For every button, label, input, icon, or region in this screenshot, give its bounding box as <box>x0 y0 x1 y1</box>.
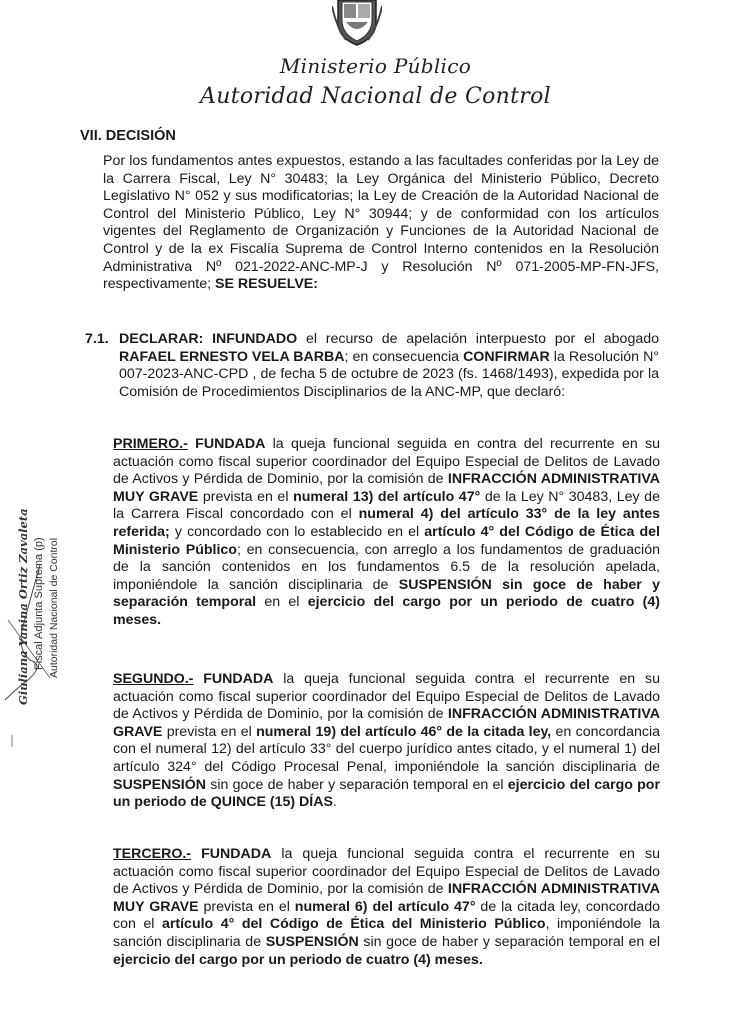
declarar-label: DECLARAR: INFUNDADO <box>119 331 298 347</box>
sanction-period: ejercicio del cargo por un periodo de QUINCE (15) DÍAS <box>113 776 660 811</box>
item-text: y concordado con lo establecido en el <box>169 523 425 540</box>
legal-reference: artículo 4° del Código de Ética del Ministerio Público <box>113 523 660 558</box>
item-text: ; en consecuencia, con arreglo a los fundamentos de graduación de la sanción contenidos en los fundamentos 6.5 de la resolución apelada, imponiéndole la sanción disciplinaria de <box>113 541 660 593</box>
appellant-name: RAFAEL ERNESTO VELA BARBA <box>119 348 345 365</box>
legal-reference: artículo 4° del Código de Ética del Ministerio Público <box>161 916 546 933</box>
item-tercero <box>113 846 660 969</box>
sanction-label: SUSPENSIÓN <box>265 933 359 950</box>
decision-text: el recurso de apelación interpuesto por el abogado <box>297 331 660 347</box>
decision-number: 7.1. <box>85 331 109 347</box>
item-text: prevista en el <box>162 723 257 740</box>
item-text: prevista en el <box>198 488 294 505</box>
item-label: SEGUNDO.- <box>113 671 194 687</box>
authority-name: Autoridad Nacional de Control <box>200 84 551 109</box>
item-segundo <box>113 671 660 812</box>
legal-reference: numeral 13) del artículo 47° <box>293 488 481 505</box>
legal-reference: numeral 6) del artículo 47° <box>294 898 476 915</box>
item-text: en el <box>256 594 308 611</box>
item-text: en concordancia con el numeral 12) del artículo 33° del cuerpo jurídico antes citado, y el numeral 1) del artículo 324° del Código Procesal Penal, imponiéndole la sanción disciplinaria de <box>113 723 660 775</box>
item-text: prevista en el <box>198 898 295 915</box>
section-heading: VII. DECISIÓN <box>80 128 176 144</box>
item-label: PRIMERO.- <box>113 436 188 452</box>
item-text: la queja funcional seguida contra el recurrente en su actuación como fiscal superior coordinador del Equipo Especial de Delitos de Lavado de Activos y Pérdida de Dominio, por la comisión de <box>113 846 660 898</box>
margin-mark <box>10 735 14 747</box>
intro-paragraph <box>103 153 659 294</box>
legal-reference: numeral 19) del artículo 46° de la citada ley, <box>256 723 552 740</box>
fundada-label: FUNDADA <box>187 436 266 452</box>
stamp-signer-name: Giuliana Yanina Ortiz Zavaleta <box>16 508 30 705</box>
decision-text: ; en consecuencia <box>344 348 464 365</box>
decision-body <box>119 331 659 401</box>
sanction-period: ejercicio del cargo por un periodo de cuatro (4) meses. <box>113 594 660 628</box>
resolve-label: SE RESUELVE: <box>214 276 318 293</box>
decision-7-1 <box>85 331 659 401</box>
fundada-label: FUNDADA <box>193 671 274 687</box>
sanction-period: ejercicio del cargo por un periodo de cuatro (4) meses. <box>113 951 483 968</box>
intro-text: Por los fundamentos antes expuestos, estando a las facultades conferidas por la Ley de la Carrera Fiscal, Ley N° 30483; la Ley Orgánica del Ministerio Público, Decreto Legislativo N° 052 y sus modificatorias; la Ley de Creación de la Autoridad Nacional de Control del Ministerio Público, Ley N° 30944; y de conformidad con los artículos vigentes del Reglamento de Organización y Funciones de la Autoridad Nacional de Control y de la ex Fiscalía Suprema de Control Interno contenidos en la Resolución Administrativa Nº 021-2022-ANC-MP-J y Resolución Nº 071-2005-MP-FN-JFS, respectivamente; <box>103 153 659 293</box>
infraction-label: INFRACCIÓN ADMINISTRATIVA GRAVE <box>113 706 660 740</box>
decision-text: la Resolución N° 007-2023-ANC-CPD , de fecha 5 de octubre de 2023 (fs. 1468/1493), expedida por la Comisión de Procedimientos Disciplinarios de la ANC-MP, que declaró: <box>119 348 660 400</box>
confirmar-label: CONFIRMAR <box>463 348 550 365</box>
stamp-signer-role: Fiscal Adjunta Suprema (p) <box>33 537 45 670</box>
legal-reference: numeral 4) del artículo 33° de la ley antes referida; <box>113 506 660 540</box>
sanction-label: SUSPENSIÓN sin goce de haber y separación temporal <box>113 576 660 611</box>
stamp-signer-org: Autoridad Nacional de Control <box>48 537 60 678</box>
item-text: de la Ley N° 30483, Ley de la Carrera Fiscal concordado con el <box>113 488 660 523</box>
item-text: sin goce de haber y separación temporal en el <box>358 933 661 950</box>
item-primero <box>113 436 660 630</box>
infraction-label: INFRACCIÓN ADMINISTRATIVA MUY GRAVE <box>113 471 660 505</box>
item-text: de la citada ley, concordado con el <box>113 898 660 933</box>
item-text: , imponiéndole la sanción disciplinaria de <box>113 916 660 950</box>
institution-name: Ministerio Público <box>279 54 472 78</box>
coat-of-arms-icon <box>332 0 382 46</box>
fundada-label: FUNDADA <box>191 846 272 862</box>
sanction-label: SUSPENSIÓN <box>113 776 207 793</box>
item-text: la queja funcional seguida en contra del recurrente en su actuación como fiscal superior coordinador del Equipo Especial de Delitos de Lavado de Activos y Pérdida de Dominio, por la comisión de <box>113 436 660 488</box>
item-text: . <box>332 794 337 811</box>
item-text: la queja funcional seguida contra el recurrente en su actuación como fiscal superior coordinador del Equipo Especial de Delitos de Lavado de Activos y Pérdida de Dominio, por la comisión de <box>113 671 660 723</box>
infraction-label: INFRACCIÓN ADMINISTRATIVA MUY GRAVE <box>113 881 660 915</box>
item-text: sin goce de haber y separación temporal en el <box>206 776 508 793</box>
item-label: TERCERO.- <box>113 846 192 862</box>
